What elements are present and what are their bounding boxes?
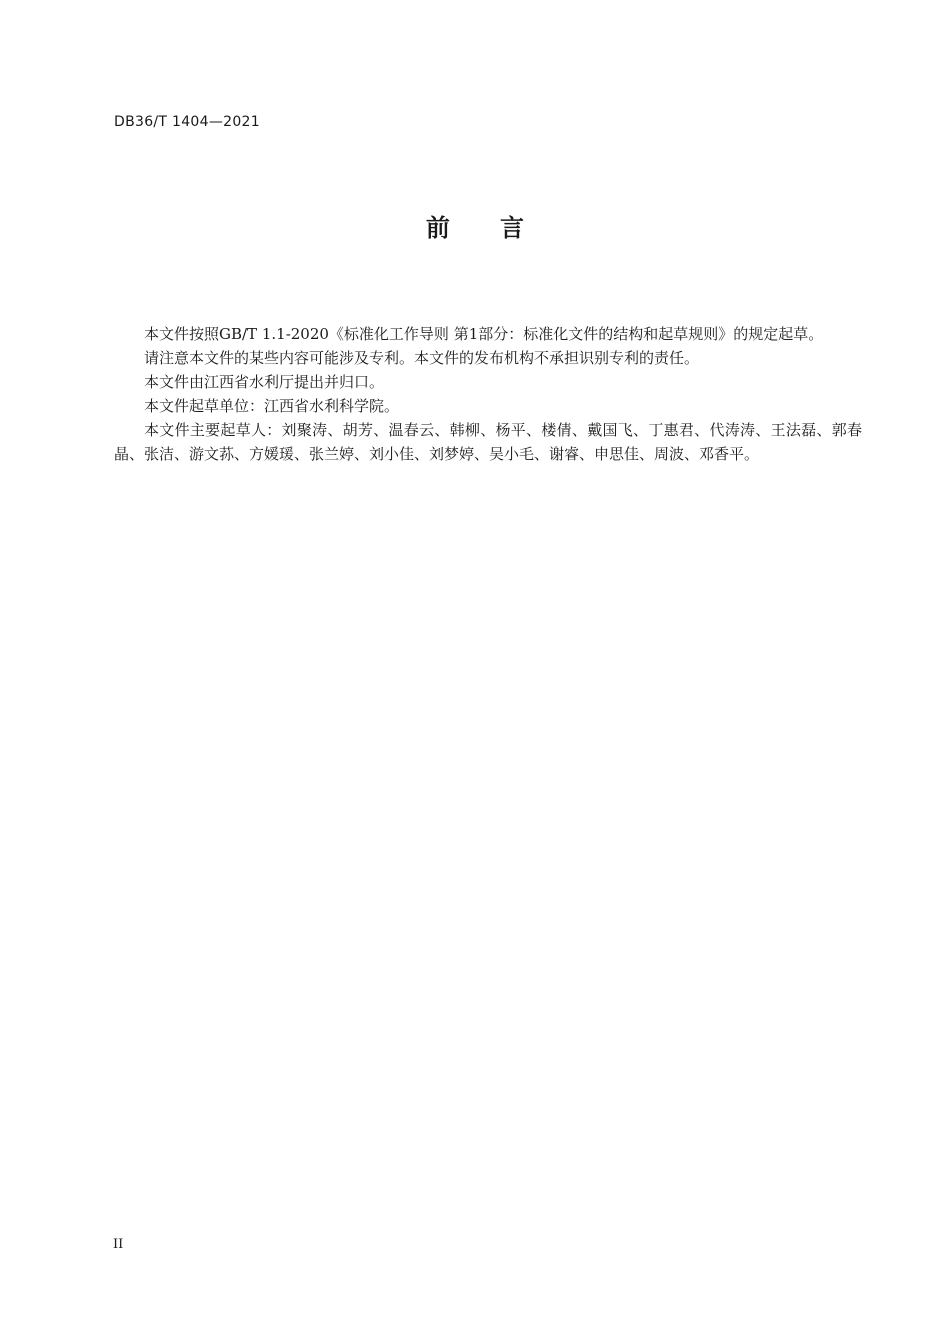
paragraph-proposer: 本文件由江西省水利厅提出并归口。	[144, 373, 385, 391]
foreword-body	[114, 322, 862, 466]
page-title: 前 言	[425, 214, 525, 242]
paragraph-patent-notice: 请注意本文件的某些内容可能涉及专利。本文件的发布机构不承担识别专利的责任。	[144, 349, 700, 367]
paragraph-drafters: 本文件主要起草人：刘聚涛、胡芳、温春云、韩柳、杨平、楼倩、戴国飞、丁惠君、代涛涛、王法磊、郭春晶、张洁、游文荪、方媛瑗、张兰婷、刘小佳、刘梦婷、吴小毛、谢睿、申思佳、周波、邓香平。	[114, 421, 862, 463]
paragraph-drafting-unit: 本文件起草单位：江西省水利科学院。	[144, 397, 400, 415]
document-code: DB36/T 1404—2021	[114, 114, 260, 130]
page-number: II	[113, 1237, 124, 1252]
paragraph-standard-basis: 本文件按照GB/T 1.1-2020《标准化工作导则 第1部分：标准化文件的结构和起草规则》的规定起草。	[144, 325, 824, 343]
